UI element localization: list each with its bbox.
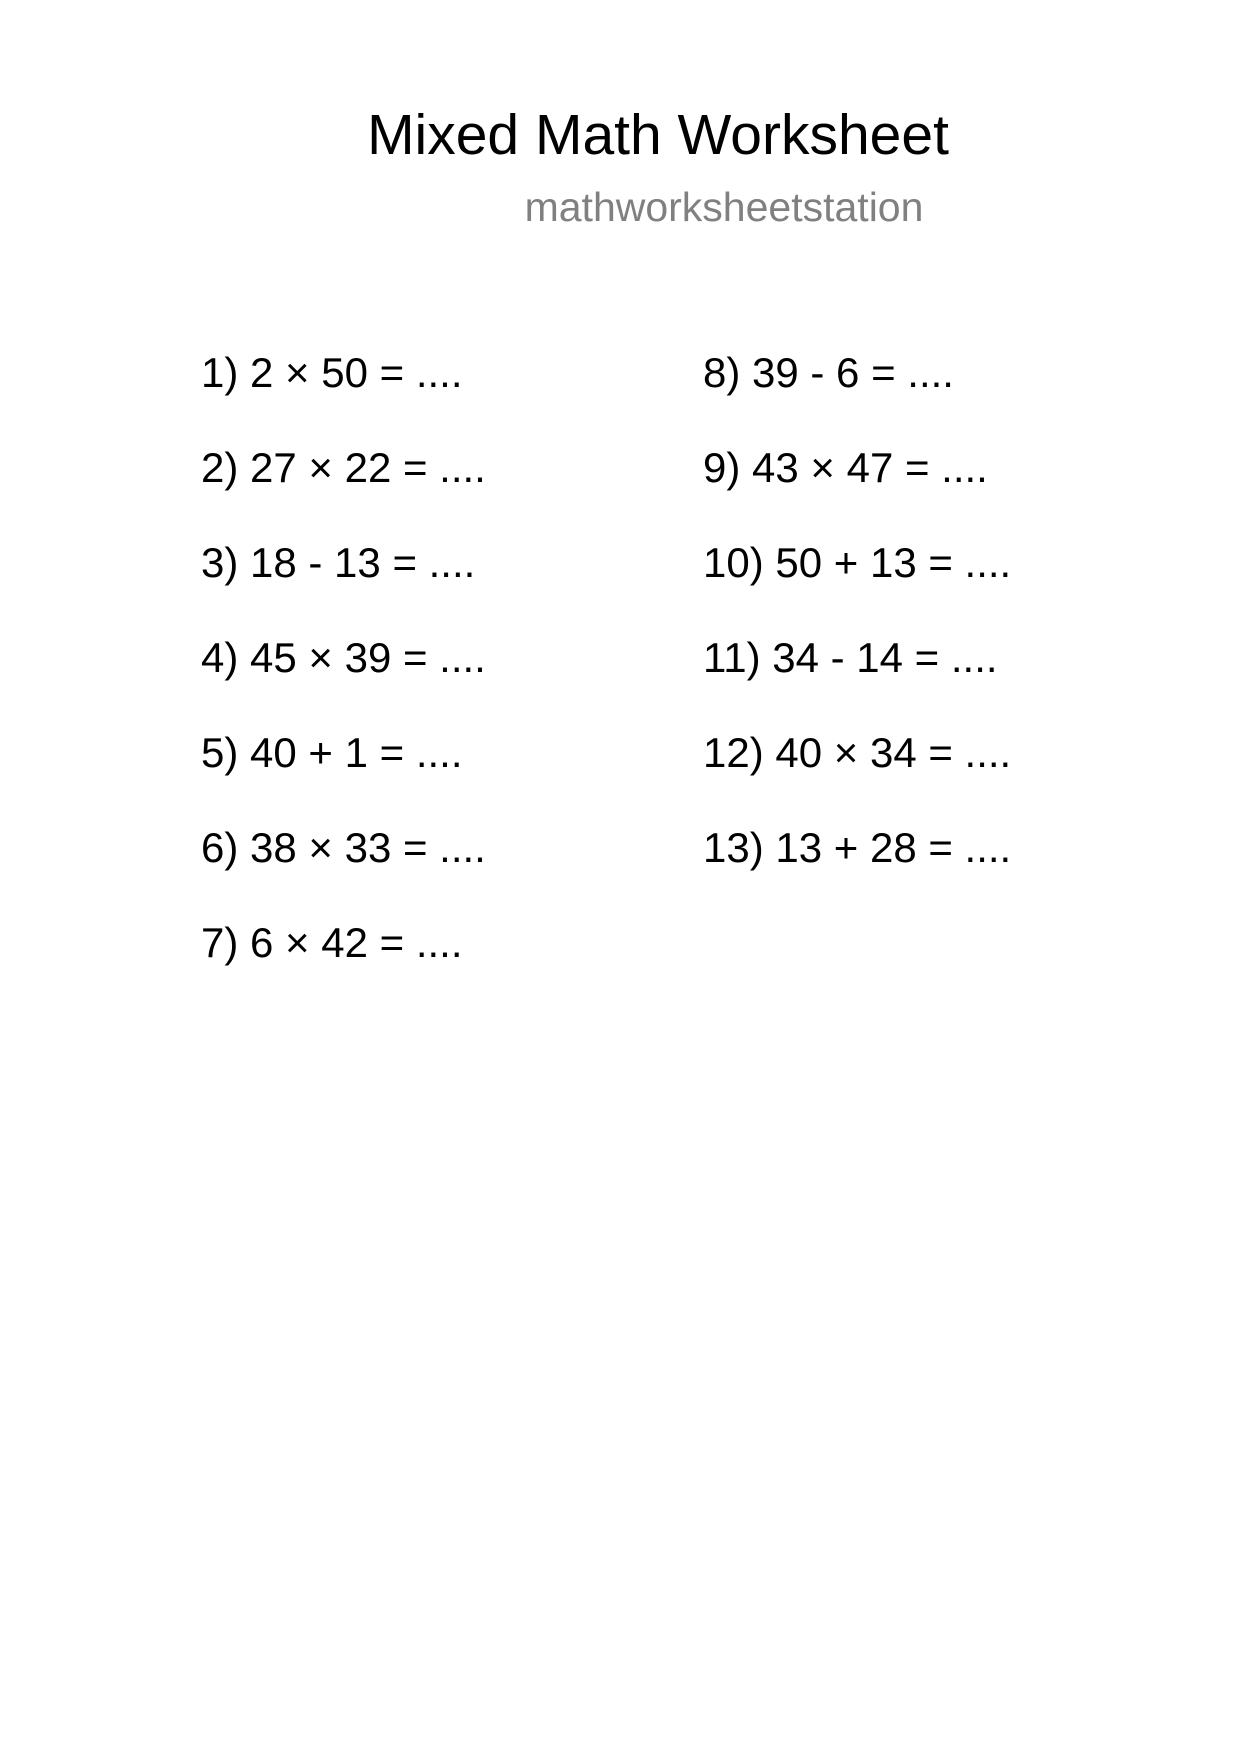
page-title: Mixed Math Worksheet bbox=[367, 103, 949, 167]
problem-1: 1) 2 × 50 = .... bbox=[201, 349, 463, 396]
problem-3: 3) 18 - 13 = .... bbox=[201, 539, 476, 586]
problem-column-right bbox=[703, 347, 1011, 917]
problem-12: 12) 40 × 34 = .... bbox=[703, 729, 1012, 776]
problem-5: 5) 40 + 1 = .... bbox=[201, 729, 463, 776]
problem-column-left bbox=[201, 347, 486, 1012]
problem-13: 13) 13 + 28 = .... bbox=[703, 824, 1012, 871]
problem-6: 6) 38 × 33 = .... bbox=[201, 824, 486, 871]
problem-4: 4) 45 × 39 = .... bbox=[201, 634, 486, 681]
problem-9: 9) 43 × 47 = .... bbox=[703, 444, 988, 491]
problem-10: 10) 50 + 13 = .... bbox=[703, 539, 1012, 586]
problem-7: 7) 6 × 42 = .... bbox=[201, 919, 463, 966]
problem-11: 11) 34 - 14 = .... bbox=[703, 634, 998, 681]
problem-2: 2) 27 × 22 = .... bbox=[201, 444, 486, 491]
page-subtitle: mathworksheetstation bbox=[524, 184, 924, 230]
problem-8: 8) 39 - 6 = .... bbox=[703, 349, 954, 396]
